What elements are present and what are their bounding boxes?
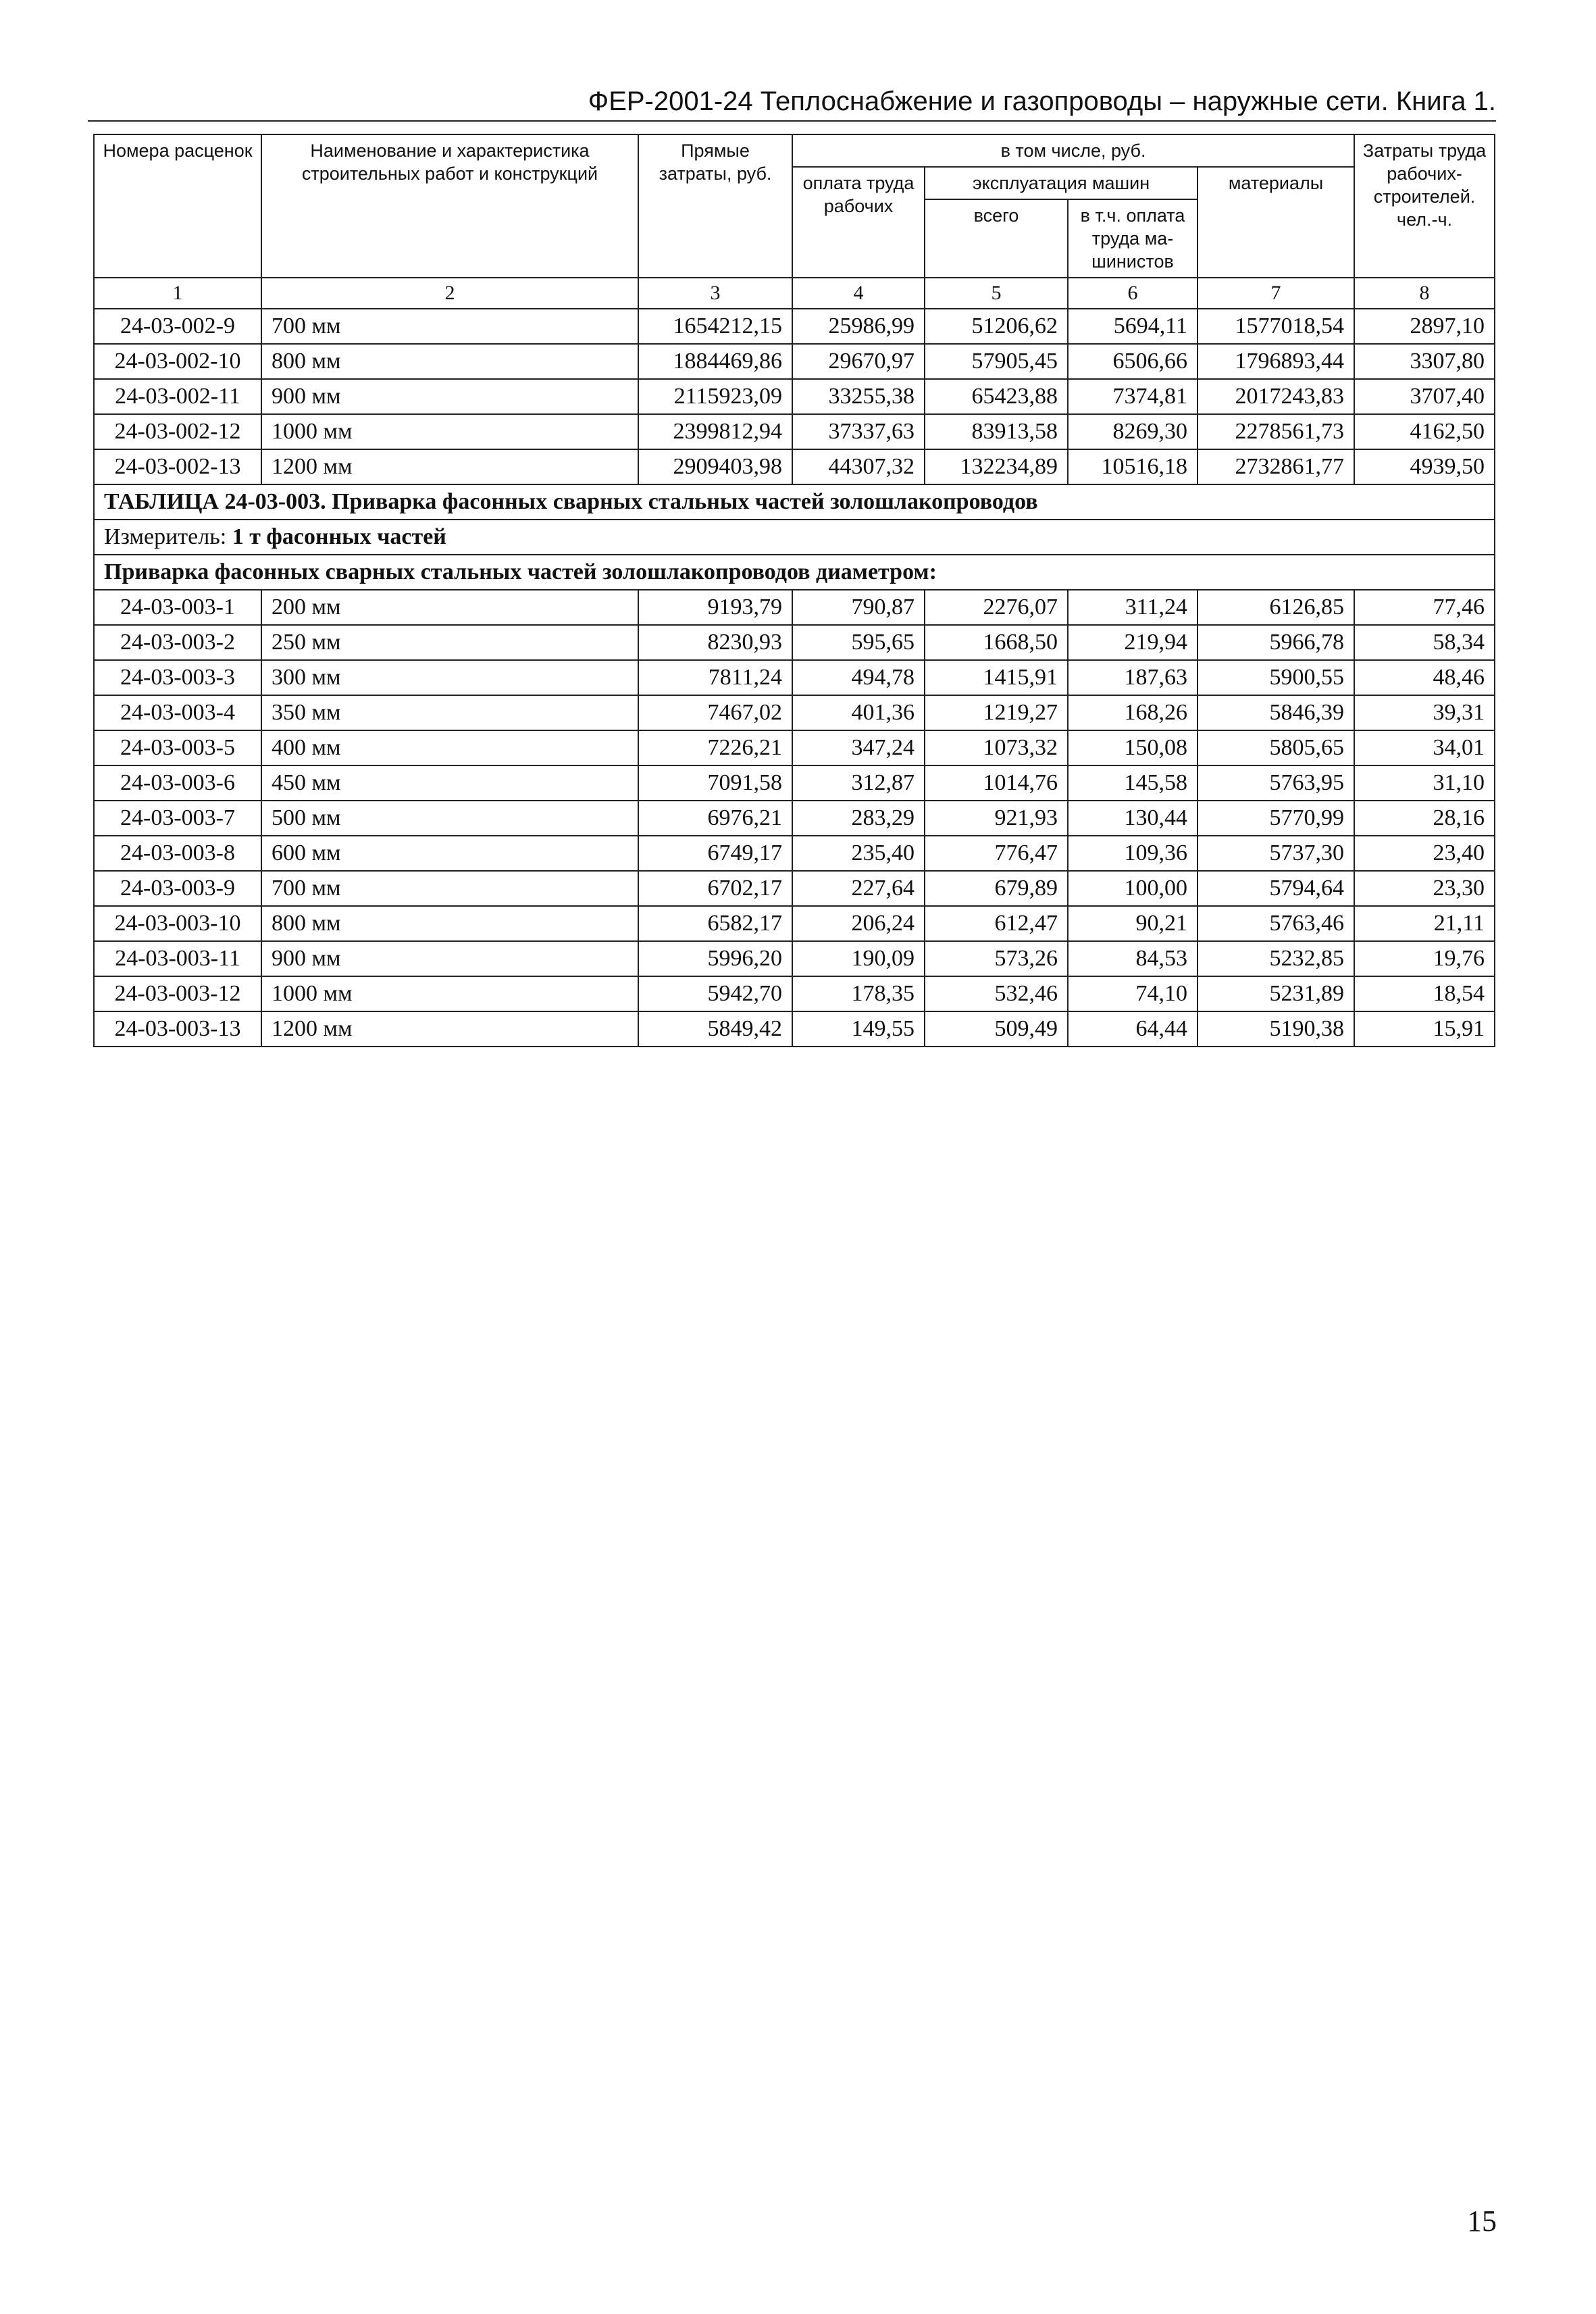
machines-total: 83913,58 [925, 414, 1068, 449]
direct-cost: 2115923,09 [638, 379, 792, 414]
labor-pay: 206,24 [792, 906, 925, 941]
labor-hours: 18,54 [1354, 976, 1495, 1011]
rate-code: 24-03-002-12 [94, 414, 261, 449]
table-row [94, 449, 1495, 484]
materials-cost: 5770,99 [1198, 801, 1354, 836]
rate-code: 24-03-003-5 [94, 730, 261, 765]
work-name: 1200 мм [261, 449, 638, 484]
machines-total: 1668,50 [925, 625, 1068, 660]
direct-cost: 1884469,86 [638, 344, 792, 379]
labor-hours: 21,11 [1354, 906, 1495, 941]
group-title: Приварка фасонных сварных стальных частей золошлакопроводов диаметром: [94, 555, 1495, 590]
direct-cost: 6749,17 [638, 836, 792, 871]
column-number: 2 [261, 278, 638, 309]
rate-code: 24-03-002-13 [94, 449, 261, 484]
column-numbers-row [94, 278, 1495, 309]
work-name: 250 мм [261, 625, 638, 660]
col-header-direct: Прямые затраты, руб. [638, 134, 792, 278]
header-row-1 [94, 134, 1495, 167]
machinists-pay: 64,44 [1068, 1011, 1198, 1047]
machinists-pay: 90,21 [1068, 906, 1198, 941]
work-name: 1000 мм [261, 414, 638, 449]
measure-label: Измеритель: [104, 524, 227, 549]
labor-pay: 347,24 [792, 730, 925, 765]
labor-hours: 77,46 [1354, 590, 1495, 625]
table-row [94, 906, 1495, 941]
measure-value: 1 т фасонных частей [232, 524, 446, 549]
machines-total: 921,93 [925, 801, 1068, 836]
labor-hours: 4162,50 [1354, 414, 1495, 449]
machinists-pay: 74,10 [1068, 976, 1198, 1011]
table-row [94, 871, 1495, 906]
direct-cost: 6582,17 [638, 906, 792, 941]
labor-hours: 58,34 [1354, 625, 1495, 660]
materials-cost: 5966,78 [1198, 625, 1354, 660]
direct-cost: 8230,93 [638, 625, 792, 660]
machinists-pay: 145,58 [1068, 765, 1198, 801]
rate-code: 24-03-003-13 [94, 1011, 261, 1047]
labor-hours: 3707,40 [1354, 379, 1495, 414]
labor-hours: 23,40 [1354, 836, 1495, 871]
table-row [94, 801, 1495, 836]
rate-code: 24-03-002-11 [94, 379, 261, 414]
materials-cost: 5846,39 [1198, 695, 1354, 730]
labor-hours: 23,30 [1354, 871, 1495, 906]
labor-pay: 283,29 [792, 801, 925, 836]
materials-cost: 6126,85 [1198, 590, 1354, 625]
direct-cost: 5849,42 [638, 1011, 792, 1047]
rate-code: 24-03-003-12 [94, 976, 261, 1011]
machinists-pay: 311,24 [1068, 590, 1198, 625]
col-header-labor-pay: оплата труда рабочих [792, 167, 925, 278]
materials-cost: 2732861,77 [1198, 449, 1354, 484]
labor-pay: 227,64 [792, 871, 925, 906]
labor-pay: 235,40 [792, 836, 925, 871]
table-row [94, 309, 1495, 344]
work-name: 200 мм [261, 590, 638, 625]
labor-pay: 29670,97 [792, 344, 925, 379]
work-name: 900 мм [261, 941, 638, 976]
work-name: 400 мм [261, 730, 638, 765]
machines-total: 1014,76 [925, 765, 1068, 801]
rate-code: 24-03-003-10 [94, 906, 261, 941]
materials-cost: 5763,95 [1198, 765, 1354, 801]
column-number: 7 [1198, 278, 1354, 309]
labor-hours: 31,10 [1354, 765, 1495, 801]
labor-pay: 190,09 [792, 941, 925, 976]
machines-total: 2276,07 [925, 590, 1068, 625]
table-003-heading-row [94, 484, 1495, 520]
direct-cost: 7811,24 [638, 660, 792, 695]
rate-code: 24-03-003-7 [94, 801, 261, 836]
work-name: 800 мм [261, 344, 638, 379]
materials-cost: 5231,89 [1198, 976, 1354, 1011]
direct-cost: 1654212,15 [638, 309, 792, 344]
work-name: 450 мм [261, 765, 638, 801]
labor-hours: 2897,10 [1354, 309, 1495, 344]
machinists-pay: 187,63 [1068, 660, 1198, 695]
rate-code: 24-03-002-10 [94, 344, 261, 379]
machines-total: 132234,89 [925, 449, 1068, 484]
machinists-pay: 168,26 [1068, 695, 1198, 730]
labor-hours: 28,16 [1354, 801, 1495, 836]
rate-code: 24-03-003-8 [94, 836, 261, 871]
direct-cost: 2399812,94 [638, 414, 792, 449]
column-number: 5 [925, 278, 1068, 309]
direct-cost: 6976,21 [638, 801, 792, 836]
machinists-pay: 109,36 [1068, 836, 1198, 871]
table-title: ТАБЛИЦА 24-03-003. Приварка фасонных сварных стальных частей золошлакопроводов [94, 484, 1495, 520]
machinists-pay: 8269,30 [1068, 414, 1198, 449]
work-name: 700 мм [261, 871, 638, 906]
measure-line [94, 520, 1495, 555]
labor-pay: 312,87 [792, 765, 925, 801]
col-header-name: Наименование и характеристика строительных работ и конструкций [261, 134, 638, 278]
rate-code: 24-03-003-1 [94, 590, 261, 625]
labor-pay: 149,55 [792, 1011, 925, 1047]
machines-total: 612,47 [925, 906, 1068, 941]
machinists-pay: 7374,81 [1068, 379, 1198, 414]
materials-cost: 2017243,83 [1198, 379, 1354, 414]
direct-cost: 5942,70 [638, 976, 792, 1011]
column-number: 8 [1354, 278, 1495, 309]
table-row [94, 660, 1495, 695]
work-name: 500 мм [261, 801, 638, 836]
group-row [94, 555, 1495, 590]
machinists-pay: 10516,18 [1068, 449, 1198, 484]
document-header: ФЕР-2001-24 Теплоснабжение и газопроводы – наружные сети. Книга 1. [88, 85, 1496, 122]
col-header-machinists: в т.ч. оплата труда ма-шинистов [1068, 199, 1198, 278]
machinists-pay: 100,00 [1068, 871, 1198, 906]
machines-total: 1073,32 [925, 730, 1068, 765]
machines-total: 57905,45 [925, 344, 1068, 379]
direct-cost: 7467,02 [638, 695, 792, 730]
machines-total: 65423,88 [925, 379, 1068, 414]
rate-code: 24-03-003-4 [94, 695, 261, 730]
labor-hours: 48,46 [1354, 660, 1495, 695]
materials-cost: 5763,46 [1198, 906, 1354, 941]
column-number: 3 [638, 278, 792, 309]
table-row [94, 1011, 1495, 1047]
direct-cost: 7091,58 [638, 765, 792, 801]
machines-total: 51206,62 [925, 309, 1068, 344]
work-name: 600 мм [261, 836, 638, 871]
work-name: 800 мм [261, 906, 638, 941]
table-row [94, 941, 1495, 976]
labor-pay: 494,78 [792, 660, 925, 695]
work-name: 700 мм [261, 309, 638, 344]
work-name: 900 мм [261, 379, 638, 414]
labor-hours: 39,31 [1354, 695, 1495, 730]
labor-pay: 33255,38 [792, 379, 925, 414]
machines-total: 532,46 [925, 976, 1068, 1011]
labor-hours: 34,01 [1354, 730, 1495, 765]
col-header-labor-cost: Затраты труда рабочих-строителей. чел.-ч. [1354, 134, 1495, 278]
labor-pay: 25986,99 [792, 309, 925, 344]
work-name: 300 мм [261, 660, 638, 695]
table-row [94, 976, 1495, 1011]
table-row [94, 695, 1495, 730]
machinists-pay: 84,53 [1068, 941, 1198, 976]
labor-pay: 178,35 [792, 976, 925, 1011]
column-number: 4 [792, 278, 925, 309]
work-name: 1200 мм [261, 1011, 638, 1047]
direct-cost: 7226,21 [638, 730, 792, 765]
page-number: 15 [1467, 2205, 1497, 2238]
col-header-machines: эксплуатация машин [925, 167, 1198, 199]
rate-code: 24-03-003-6 [94, 765, 261, 801]
labor-pay: 401,36 [792, 695, 925, 730]
direct-cost: 9193,79 [638, 590, 792, 625]
table-row [94, 625, 1495, 660]
rate-code: 24-03-003-3 [94, 660, 261, 695]
machinists-pay: 6506,66 [1068, 344, 1198, 379]
table-row [94, 590, 1495, 625]
work-name: 350 мм [261, 695, 638, 730]
machinists-pay: 5694,11 [1068, 309, 1198, 344]
measure-row [94, 520, 1495, 555]
materials-cost: 2278561,73 [1198, 414, 1354, 449]
direct-cost: 5996,20 [638, 941, 792, 976]
machines-total: 1415,91 [925, 660, 1068, 695]
col-header-materials: материалы [1198, 167, 1354, 278]
col-header-code: Номера расценок [94, 134, 261, 278]
labor-hours: 4939,50 [1354, 449, 1495, 484]
machinists-pay: 130,44 [1068, 801, 1198, 836]
direct-cost: 2909403,98 [638, 449, 792, 484]
rates-table [93, 134, 1495, 1047]
labor-hours: 3307,80 [1354, 344, 1495, 379]
labor-hours: 15,91 [1354, 1011, 1495, 1047]
machinists-pay: 150,08 [1068, 730, 1198, 765]
materials-cost: 5900,55 [1198, 660, 1354, 695]
machines-total: 573,26 [925, 941, 1068, 976]
table-row [94, 765, 1495, 801]
table-row [94, 344, 1495, 379]
labor-pay: 595,65 [792, 625, 925, 660]
direct-cost: 6702,17 [638, 871, 792, 906]
machines-total: 679,89 [925, 871, 1068, 906]
machines-total: 1219,27 [925, 695, 1068, 730]
work-name: 1000 мм [261, 976, 638, 1011]
materials-cost: 1577018,54 [1198, 309, 1354, 344]
column-number: 1 [94, 278, 261, 309]
rate-code: 24-03-002-9 [94, 309, 261, 344]
machines-total: 776,47 [925, 836, 1068, 871]
materials-cost: 1796893,44 [1198, 344, 1354, 379]
table-row [94, 414, 1495, 449]
labor-pay: 790,87 [792, 590, 925, 625]
labor-pay: 44307,32 [792, 449, 925, 484]
materials-cost: 5190,38 [1198, 1011, 1354, 1047]
materials-cost: 5737,30 [1198, 836, 1354, 871]
machines-total: 509,49 [925, 1011, 1068, 1047]
col-header-incl: в том числе, руб. [792, 134, 1354, 167]
rate-code: 24-03-003-9 [94, 871, 261, 906]
materials-cost: 5805,65 [1198, 730, 1354, 765]
labor-hours: 19,76 [1354, 941, 1495, 976]
rate-code: 24-03-003-2 [94, 625, 261, 660]
col-header-machines-total: всего [925, 199, 1068, 278]
table-row [94, 379, 1495, 414]
materials-cost: 5232,85 [1198, 941, 1354, 976]
machinists-pay: 219,94 [1068, 625, 1198, 660]
table-row [94, 836, 1495, 871]
labor-pay: 37337,63 [792, 414, 925, 449]
table-row [94, 730, 1495, 765]
materials-cost: 5794,64 [1198, 871, 1354, 906]
rate-code: 24-03-003-11 [94, 941, 261, 976]
column-number: 6 [1068, 278, 1198, 309]
